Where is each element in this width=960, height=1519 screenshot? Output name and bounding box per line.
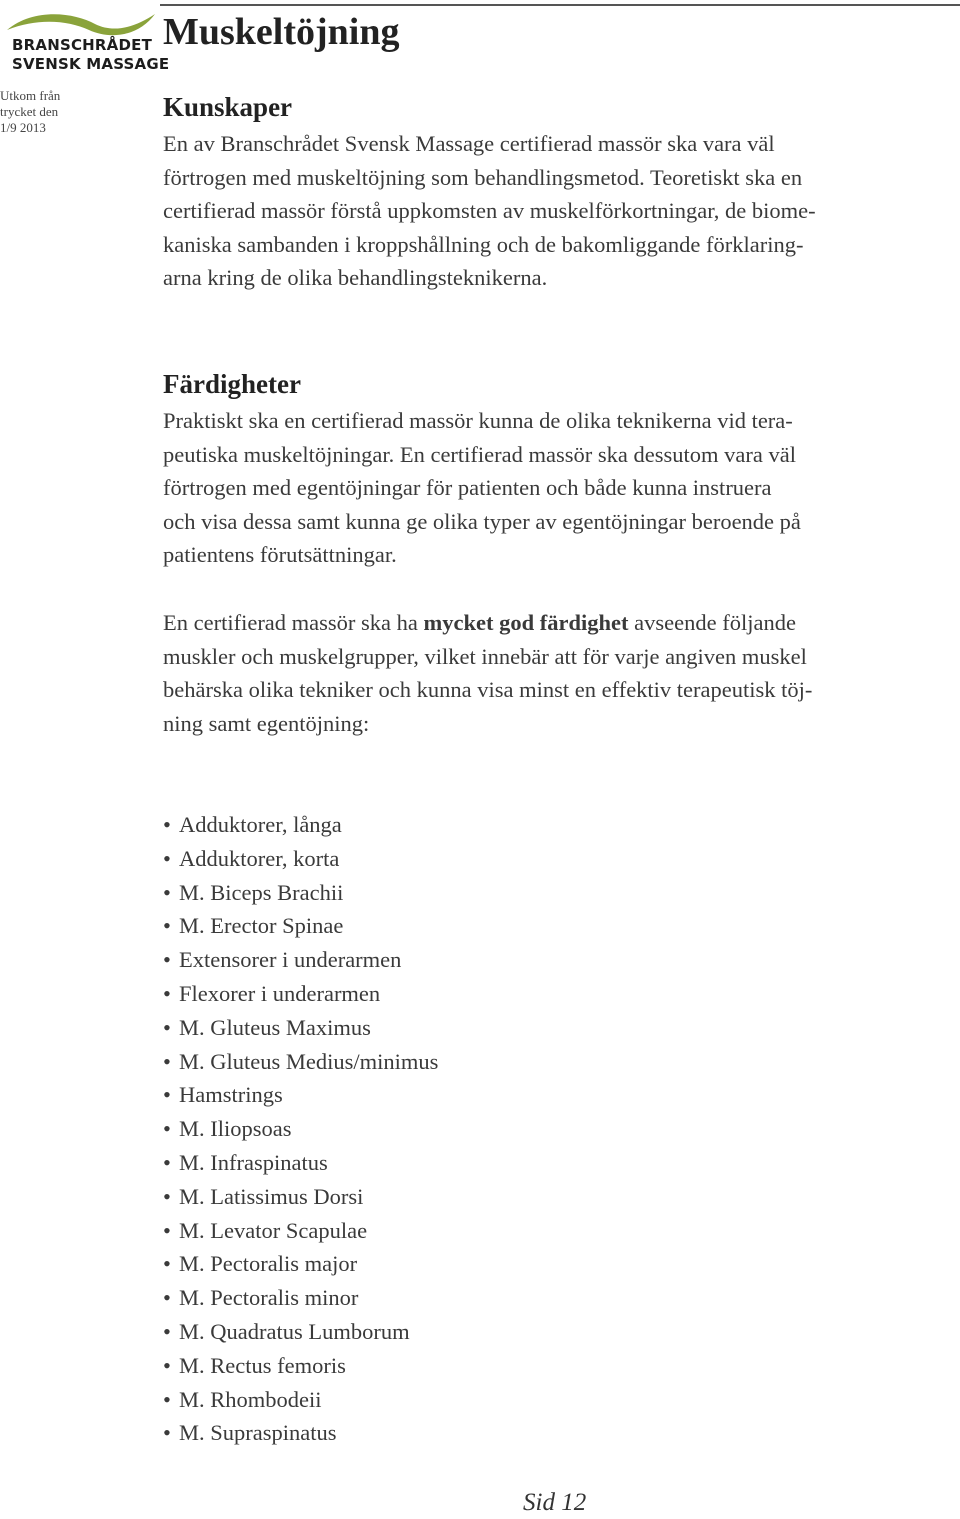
paragraph-line: och visa dessa samt kunna ge olika typer av egentöjningar beroende på xyxy=(163,508,801,534)
paragraph-line: patientens förutsättningar. xyxy=(163,542,397,568)
paragraph-line: behärska olika tekniker och kunna visa minst en effektiv terapeutisk töj- xyxy=(163,677,813,703)
muscle-list-item xyxy=(163,808,438,842)
muscle-name: M. Biceps Brachii xyxy=(179,879,344,905)
muscle-name: M. Rectus femoris xyxy=(179,1352,346,1378)
bullet-icon: • xyxy=(163,879,171,905)
muscle-name: M. Supraspinatus xyxy=(179,1420,337,1446)
muscle-list-item xyxy=(163,1045,438,1079)
bullet-icon: • xyxy=(163,1183,171,1209)
muscle-list-item xyxy=(163,1078,438,1112)
paragraph-line: ning samt egentöjning: xyxy=(163,710,370,736)
paragraph-line: kaniska sambanden i kroppshållning och de bakomliggande förklaring- xyxy=(163,231,804,257)
muscle-list-item xyxy=(163,842,438,876)
muscle-list-item xyxy=(163,977,438,1011)
muscle-list-item xyxy=(163,876,438,910)
muscle-name: M. Erector Spinae xyxy=(179,913,344,939)
paragraph-line: förtrogen med muskeltöjning som behandlingsmetod. Teoretiskt ska en xyxy=(163,164,803,190)
logo-swoosh-icon xyxy=(3,6,157,36)
muscle-name: M. Pectoralis major xyxy=(179,1251,358,1277)
bullet-icon: • xyxy=(163,812,171,837)
bullet-icon: • xyxy=(163,1014,171,1040)
muscle-name: M. Latissimus Dorsi xyxy=(179,1183,364,1209)
bullet-icon: • xyxy=(163,947,171,973)
paragraph-kunskaper xyxy=(163,127,953,295)
bullet-icon: • xyxy=(163,980,171,1006)
bullet-icon: • xyxy=(163,1116,171,1142)
muscle-name: M. Pectoralis minor xyxy=(179,1285,359,1311)
muscle-name: Adduktorer, korta xyxy=(179,845,340,871)
logo-text-line-2: SVENSK MASSAGE xyxy=(12,55,170,73)
muscle-list-item xyxy=(163,1416,438,1450)
logo-text-line-1: BRANSCHRÅDET xyxy=(12,36,153,54)
paragraph-line xyxy=(163,606,953,640)
bullet-icon: • xyxy=(163,1352,171,1378)
muscle-name: M. Quadratus Lumborum xyxy=(179,1318,410,1344)
muscle-name: Adduktorer, långa xyxy=(179,812,342,837)
intro-text: En certifierad massör ska ha xyxy=(163,610,424,635)
paragraph-skill-requirement xyxy=(163,606,953,740)
muscle-list xyxy=(163,808,438,1450)
bullet-icon: • xyxy=(163,1048,171,1074)
paragraph-fardigheter xyxy=(163,404,953,572)
bullet-icon: • xyxy=(163,1285,171,1311)
paragraph-line: Praktiskt ska en certifierad massör kunna de olika teknikerna vid tera- xyxy=(163,408,793,433)
paragraph-line: förtrogen med egentöjningar för patienten och både kunna instruera xyxy=(163,475,772,501)
muscle-name: Hamstrings xyxy=(179,1082,283,1108)
paragraph-line: certifierad massör förstå uppkomsten av muskelförkortningar, de biome- xyxy=(163,198,816,224)
muscle-list-item xyxy=(163,1011,438,1045)
muscle-list-item xyxy=(163,1112,438,1146)
bullet-icon: • xyxy=(163,1149,171,1175)
publication-date-note xyxy=(0,88,80,136)
section-heading-fardigheter: Färdigheter xyxy=(163,369,301,399)
bullet-icon: • xyxy=(163,845,171,871)
branschradet-logo xyxy=(3,6,170,78)
edition-note-line: Utkom från xyxy=(0,88,61,103)
paragraph-line: arna kring de olika behandlingsteknikerna. xyxy=(163,265,548,291)
muscle-list-item xyxy=(163,1315,438,1349)
intro-text: avseende följande xyxy=(628,610,796,635)
muscle-name: M. Rhombodeii xyxy=(179,1386,322,1412)
muscle-name: M. Gluteus Medius/minimus xyxy=(179,1048,439,1074)
muscle-name: M. Iliopsoas xyxy=(179,1116,292,1142)
muscle-list-item xyxy=(163,1349,438,1383)
muscle-name: Flexorer i underarmen xyxy=(179,980,381,1006)
intro-emphasis: mycket god färdighet xyxy=(423,610,629,635)
page-number: Sid 12 xyxy=(523,1489,587,1516)
bullet-icon: • xyxy=(163,1420,171,1446)
paragraph-line: muskler och muskelgrupper, vilket innebär att för varje angiven muskel xyxy=(163,643,807,669)
bullet-icon: • xyxy=(163,1082,171,1108)
paragraph-line: peutiska muskeltöjningar. En certifierad massör ska dessutom vara väl xyxy=(163,441,796,467)
muscle-name: M. Gluteus Maximus xyxy=(179,1014,371,1040)
muscle-list-item xyxy=(163,943,438,977)
muscle-list-item xyxy=(163,1247,438,1281)
section-heading-kunskaper: Kunskaper xyxy=(163,92,293,122)
bullet-icon: • xyxy=(163,1318,171,1344)
muscle-list-item xyxy=(163,1146,438,1180)
muscle-name: M. Levator Scapulae xyxy=(179,1217,368,1243)
edition-note-line: trycket den xyxy=(0,104,59,119)
muscle-list-item xyxy=(163,1180,438,1214)
bullet-icon: • xyxy=(163,1386,171,1412)
paragraph-line: En av Branschrådet Svensk Massage certifierad massör ska vara väl xyxy=(163,131,775,156)
bullet-icon: • xyxy=(163,913,171,939)
bullet-icon: • xyxy=(163,1251,171,1277)
page-title: Muskeltöjning xyxy=(163,11,400,53)
header-rule xyxy=(160,4,960,6)
muscle-name: Extensorer i underarmen xyxy=(179,947,402,973)
muscle-list-item xyxy=(163,909,438,943)
bullet-icon: • xyxy=(163,1217,171,1243)
muscle-name: M. Infraspinatus xyxy=(179,1149,328,1175)
edition-note-line: 1/9 2013 xyxy=(0,120,46,135)
muscle-list-item xyxy=(163,1214,438,1248)
muscle-list-item xyxy=(163,1383,438,1417)
muscle-list-item xyxy=(163,1281,438,1315)
